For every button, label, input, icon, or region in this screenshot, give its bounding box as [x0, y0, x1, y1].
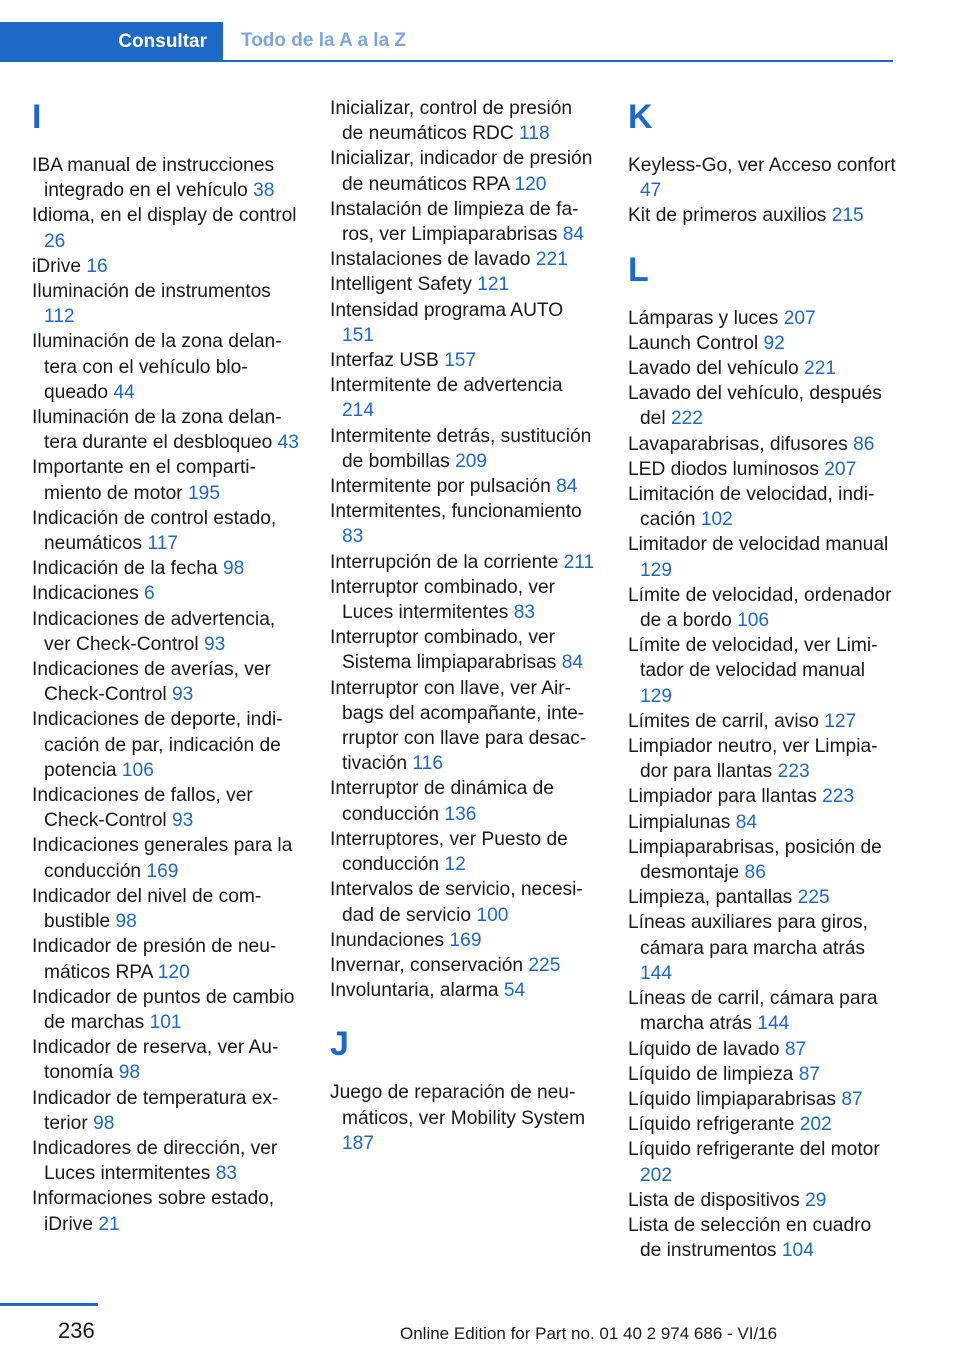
- index-entry-text: Interruptor combinado, ver Sistema limpiaparabrisas: [330, 627, 557, 674]
- index-entry: [330, 424, 598, 474]
- index-entry-page-link[interactable]: 21: [98, 1213, 120, 1235]
- index-entry-page-link[interactable]: 129: [640, 559, 673, 581]
- index-entry-page-link[interactable]: 136: [444, 803, 477, 825]
- index-entry-text: Limitador de velocidad manual: [628, 534, 889, 556]
- index-entry: [628, 810, 896, 835]
- index-entry-page-link[interactable]: 84: [561, 652, 584, 674]
- index-entry-page-link[interactable]: 84: [556, 476, 578, 498]
- index-entry-page-link[interactable]: 98: [118, 1062, 141, 1084]
- index-entry: [628, 1188, 896, 1213]
- tab-consultar[interactable]: [0, 22, 223, 62]
- index-entry: [628, 153, 896, 203]
- index-entry-text: Intermitente por pulsación: [330, 476, 551, 498]
- index-entry-page-link[interactable]: 151: [342, 324, 375, 346]
- index-entry-text: Interruptor de dinámica de conducción: [330, 778, 554, 825]
- index-entry: [330, 953, 598, 978]
- tab-todo-de-la-a-a-la-z[interactable]: [223, 22, 893, 62]
- index-entry: [330, 575, 598, 625]
- index-entry-text: Indicaciones: [32, 583, 139, 605]
- index-entry-page-link[interactable]: 144: [640, 962, 673, 984]
- index-entry-page-link[interactable]: 106: [121, 759, 154, 781]
- index-entry: [628, 203, 896, 228]
- index-entry-text: Intermitente de advertencia: [330, 375, 563, 397]
- index-entry-text: Lista de selección en cuadro de instrumentos: [628, 1214, 872, 1262]
- index-entry: [628, 709, 896, 734]
- index-entry-text: Launch Control: [628, 332, 759, 354]
- index-entry: [628, 432, 896, 457]
- index-entry: [32, 203, 304, 253]
- index-entry-text: Inicializar, indicador de presión de neumáticos RPA: [330, 148, 593, 195]
- index-entry-page-link[interactable]: 86: [853, 433, 875, 455]
- index-entry: [628, 1112, 896, 1137]
- index-entry-text: Indicaciones de averías, ver Check-Control: [32, 659, 271, 706]
- index-entry-page-link[interactable]: 83: [513, 602, 536, 624]
- index-entry-text: Indicación de control estado, neumáticos: [32, 507, 277, 555]
- footer-accent-bar: [0, 1303, 98, 1306]
- index-entry-text: Interruptores, ver Puesto de conducción: [330, 828, 568, 876]
- index-entry-text: Líquido de limpieza: [628, 1063, 794, 1085]
- index-entry-text: Importante en el compartimiento de motor: [32, 457, 256, 504]
- index-entry-text: Indicación de la fecha: [32, 558, 218, 580]
- index-entry-text: Indicador de reserva, ver Autonomía: [32, 1037, 279, 1084]
- index-entry-page-link[interactable]: 100: [476, 904, 509, 926]
- index-entry: [330, 676, 598, 777]
- index-entry: [628, 835, 896, 885]
- section-letter-k: K: [628, 98, 653, 136]
- index-entry-page-link[interactable]: 207: [824, 458, 857, 480]
- index-entry-text: Limpiador neutro, ver Limpiador para llantas: [628, 736, 878, 783]
- index-entry-page-link[interactable]: 207: [783, 307, 816, 329]
- index-entry-text: Kit de primeros auxilios: [628, 205, 827, 227]
- index-entry: [628, 482, 896, 532]
- index-entry: [628, 734, 896, 784]
- index-entry-page-link[interactable]: 38: [253, 180, 275, 202]
- index-entry-text: Interfaz USB: [330, 350, 439, 372]
- index-column-2: [330, 96, 598, 1156]
- index-entry-page-link[interactable]: 93: [171, 810, 194, 832]
- index-entry-page-link[interactable]: 54: [503, 980, 526, 1002]
- index-entry-page-link[interactable]: 214: [342, 400, 375, 422]
- index-entry-page-link[interactable]: 98: [115, 911, 137, 933]
- index-entry-text: Indicaciones de fallos, ver Check-Control: [32, 785, 253, 832]
- index-entry-text: Intermitente detrás, sustitución de bombillas: [330, 425, 592, 472]
- index-entry-page-link[interactable]: 102: [700, 509, 733, 531]
- index-entry-text: Líneas auxiliares para giros, cámara para marcha atrás: [628, 912, 868, 959]
- index-entry: [330, 499, 598, 549]
- index-entry-page-link[interactable]: 222: [670, 408, 703, 430]
- index-entry-text: Iluminación de instrumentos: [32, 281, 271, 303]
- index-entry-text: Limpiaparabrisas, posición de desmontaje: [628, 836, 882, 884]
- index-entry: [628, 885, 896, 910]
- index-entry-page-link[interactable]: 112: [44, 306, 75, 328]
- index-entry-text: Indicaciones de deporte, indicación de par, indicación de potencia: [32, 709, 283, 781]
- index-entry: [32, 707, 304, 783]
- index-entry-page-link[interactable]: 83: [215, 1163, 238, 1185]
- index-entry-page-link[interactable]: 195: [188, 482, 221, 504]
- index-entry: [628, 910, 896, 986]
- tab-index-label: Todo de la A a la Z: [241, 30, 407, 51]
- index-entry: [32, 833, 304, 883]
- index-entry-page-link[interactable]: 93: [171, 684, 194, 706]
- index-entry-page-link[interactable]: 93: [203, 633, 226, 655]
- index-entry-page-link[interactable]: 87: [841, 1088, 863, 1110]
- index-column-1: [32, 96, 304, 1237]
- index-entry-text: Indicaciones generales para la conducción: [32, 835, 293, 882]
- index-entry: [628, 457, 896, 482]
- index-entry-text: Líquido refrigerante: [628, 1114, 795, 1136]
- index-entry: [330, 373, 598, 423]
- index-entry: [628, 356, 896, 381]
- index-entry-page-link[interactable]: 127: [824, 710, 857, 732]
- index-entry-page-link[interactable]: 12: [444, 854, 466, 876]
- index-entry: [32, 934, 304, 984]
- index-entry-page-link[interactable]: 101: [149, 1011, 182, 1033]
- index-entry-text: Indicadores de dirección, ver Luces intermitentes: [32, 1137, 278, 1185]
- index-entry-text: Intermitentes, funcionamiento: [330, 501, 582, 523]
- index-entry: [32, 1186, 304, 1236]
- index-entry: [330, 197, 598, 247]
- index-entry-text: Idioma, en el display de control: [32, 205, 297, 227]
- index-entry: [330, 298, 598, 348]
- index-entry-page-link[interactable]: 120: [157, 961, 190, 983]
- index-entry: [330, 272, 598, 297]
- index-entry-text: Invernar, conservación: [330, 954, 524, 976]
- index-entry-text: Limitación de velocidad, indicación: [628, 484, 875, 531]
- index-entry-text: Iluminación de la zona delantera con el vehículo bloqueado: [32, 331, 282, 403]
- index-entry-text: Líquido de lavado: [628, 1038, 780, 1060]
- index-entry-text: Lámparas y luces: [628, 307, 779, 329]
- index-entry-page-link[interactable]: 116: [412, 753, 443, 775]
- index-entry: [32, 455, 304, 505]
- index-entry: [32, 985, 304, 1035]
- index-entry-page-link[interactable]: 169: [449, 929, 482, 951]
- index-entry-text: Indicador de presión de neumáticos RPA: [32, 936, 277, 983]
- index-entry-page-link[interactable]: 211: [563, 551, 595, 573]
- index-entry-page-link[interactable]: 144: [757, 1013, 790, 1035]
- index-entry-text: Líquido refrigerante del motor: [628, 1139, 880, 1161]
- index-entry-text: Líquido limpiaparabrisas: [628, 1088, 836, 1110]
- index-entry: [32, 1136, 304, 1186]
- index-entry-page-link[interactable]: 104: [781, 1240, 814, 1262]
- index-entry: [32, 607, 304, 657]
- section-letter-i: I: [32, 98, 42, 136]
- index-entry-page-link[interactable]: 16: [86, 255, 108, 277]
- index-entry: [330, 96, 598, 146]
- index-entry: [628, 583, 896, 633]
- index-entry-text: Interruptor combinado, ver Luces intermitentes: [330, 576, 556, 624]
- index-entry-text: Informaciones sobre estado, iDrive: [32, 1188, 275, 1235]
- index-entry-page-link[interactable]: 87: [798, 1063, 821, 1085]
- index-entry-text: Lista de dispositivos: [628, 1189, 800, 1211]
- index-entry: [628, 306, 896, 331]
- index-entry: [32, 657, 304, 707]
- index-entry: [628, 532, 896, 582]
- index-entry-text: Involuntaria, alarma: [330, 980, 499, 1002]
- footer-edition-text: Online Edition for Part no. 01 40 2 974 686 - VI/16: [400, 1324, 778, 1343]
- index-entry-page-link[interactable]: 6: [144, 583, 155, 605]
- index-entry-text: Lavado del vehículo, después del: [628, 383, 882, 430]
- index-entry-text: LED diodos luminosos: [628, 458, 819, 480]
- index-entry-page-link[interactable]: 117: [147, 533, 179, 555]
- index-entry-text: Keyless-Go, ver Acceso confort: [628, 155, 896, 176]
- index-entry: [628, 1137, 896, 1187]
- index-entry-text: Interrupción de la corriente: [330, 551, 559, 573]
- index-entry-text: Iluminación de la zona delantera durante el desbloqueo: [32, 407, 282, 454]
- index-entry: [628, 1037, 896, 1062]
- index-entry-text: Interruptor con llave, ver Airbags del acompañante, interruptor con llave para desactivación: [330, 677, 587, 775]
- index-entry-page-link[interactable]: 84: [562, 224, 585, 246]
- tab-consultar-label: Consultar: [118, 31, 207, 52]
- index-entry-page-link[interactable]: 83: [342, 526, 364, 548]
- index-entry-page-link[interactable]: 106: [737, 610, 770, 632]
- index-entry-page-link[interactable]: 98: [222, 558, 245, 580]
- index-entry: [330, 474, 598, 499]
- index-entry-page-link[interactable]: 47: [640, 180, 662, 202]
- index-entry: [628, 1062, 896, 1087]
- index-entry: [32, 279, 304, 329]
- index-entry: [32, 506, 304, 556]
- index-entry-text: Inicializar, control de presión de neumáticos RDC: [330, 98, 573, 145]
- index-entry: [330, 348, 598, 373]
- index-entry-page-link[interactable]: 120: [514, 173, 547, 195]
- index-entry-page-link[interactable]: 209: [455, 450, 488, 472]
- index-entry: [330, 247, 598, 272]
- index-entry: [330, 776, 598, 826]
- index-entry: [330, 827, 598, 877]
- index-entry: [32, 783, 304, 833]
- index-entry-page-link[interactable]: 223: [822, 786, 855, 808]
- index-entry: [330, 1080, 598, 1156]
- page-header: [0, 0, 960, 64]
- index-entry-page-link[interactable]: 225: [797, 887, 830, 909]
- index-entry-page-link[interactable]: 87: [784, 1038, 807, 1060]
- index-entry-text: Limpiador para llantas: [628, 786, 817, 808]
- index-entry-page-link[interactable]: 221: [535, 249, 568, 271]
- index-entry-page-link[interactable]: 225: [528, 954, 561, 976]
- index-entry-page-link[interactable]: 121: [477, 274, 510, 296]
- index-entry-page-link[interactable]: 118: [519, 123, 550, 145]
- index-entry: [32, 884, 304, 934]
- index-entry: [330, 928, 598, 953]
- section-letter-j: J: [330, 1025, 349, 1064]
- index-entry-page-link[interactable]: 169: [146, 860, 179, 882]
- index-entry-text: Límite de velocidad, ordenador de a bordo: [628, 584, 892, 632]
- index-entry-page-link[interactable]: 84: [735, 811, 758, 833]
- index-entry-page-link[interactable]: 215: [831, 205, 864, 227]
- index-entry-page-link[interactable]: 86: [744, 862, 766, 884]
- index-entry-text: Líneas de carril, cámara para marcha atrás: [628, 988, 878, 1035]
- index-entry-page-link[interactable]: 43: [277, 432, 299, 454]
- index-entry-text: Instalaciones de lavado: [330, 249, 531, 271]
- index-entry-text: Inundaciones: [330, 929, 445, 951]
- index-entry-page-link[interactable]: 129: [640, 685, 673, 707]
- index-entry-text: Intelligent Safety: [330, 274, 472, 296]
- index-entry-text: iDrive: [32, 255, 82, 277]
- section-letter-l: L: [628, 250, 649, 289]
- index-entry-text: Juego de reparación de neumáticos, ver Mobility System: [330, 1082, 586, 1129]
- index-entry-text: Indicador de temperatura exterior: [32, 1087, 279, 1134]
- index-entry: [330, 978, 598, 1003]
- index-entry-page-link[interactable]: 157: [444, 350, 477, 372]
- index-entry-text: Limpialunas: [628, 811, 731, 833]
- index-entry: [628, 633, 896, 709]
- index-entry-page-link[interactable]: 202: [799, 1114, 832, 1136]
- index-entry-page-link[interactable]: 202: [640, 1164, 673, 1186]
- index-entry-text: Instalación de limpieza de faros, ver Limpiaparabrisas: [330, 198, 579, 246]
- index-entry: [628, 331, 896, 356]
- index-entry: [330, 146, 598, 196]
- index-entry: [32, 153, 304, 203]
- index-entry-page-link[interactable]: 187: [342, 1132, 375, 1154]
- index-entry-page-link[interactable]: 26: [44, 230, 66, 252]
- index-entry-text: Intervalos de servicio, necesidad de servicio: [330, 879, 583, 926]
- index-entry-page-link[interactable]: 98: [93, 1112, 115, 1134]
- index-entry: [32, 405, 304, 455]
- index-entry-page-link[interactable]: 92: [763, 332, 785, 354]
- index-entry-text: Intensidad programa AUTO: [330, 299, 564, 321]
- index-entry: [330, 625, 598, 675]
- index-entry-page-link[interactable]: 29: [805, 1189, 827, 1211]
- index-entry: [32, 581, 304, 606]
- index-entry: [32, 556, 304, 581]
- index-entry-text: Indicador del nivel de combustible: [32, 885, 262, 933]
- index-entry-text: Lavado del vehículo: [628, 358, 799, 380]
- index-entry-text: Límites de carril, aviso: [628, 710, 819, 732]
- index-entry: [628, 381, 896, 431]
- index-entry: [330, 877, 598, 927]
- index-entry: [628, 1213, 896, 1263]
- index-entry-page-link[interactable]: 44: [113, 381, 135, 403]
- index-entry-text: Lavaparabrisas, difusores: [628, 433, 848, 455]
- index-entry: [32, 329, 304, 405]
- index-entry-text: Indicaciones de advertencia, ver Check-Control: [32, 608, 276, 655]
- index-entry-page-link[interactable]: 221: [804, 358, 837, 380]
- index-entry: [628, 986, 896, 1036]
- page-number: 236: [58, 1318, 95, 1343]
- index-entry: [32, 1086, 304, 1136]
- index-entry: [628, 1087, 896, 1112]
- index-entry-text: Limpieza, pantallas: [628, 887, 793, 909]
- index-entry: [32, 1035, 304, 1085]
- index-entry: [330, 550, 598, 575]
- index-entry-text: Indicador de puntos de cambio de marchas: [32, 986, 295, 1033]
- index-entry-page-link[interactable]: 223: [777, 761, 810, 783]
- index-entry: [628, 784, 896, 809]
- index-entry: [32, 254, 304, 279]
- index-entry-text: Límite de velocidad, ver Limitador de velocidad manual: [628, 635, 878, 682]
- index-entry-text: IBA manual de instrucciones integrado en el vehículo: [32, 155, 275, 202]
- index-column-3: [628, 96, 896, 1263]
